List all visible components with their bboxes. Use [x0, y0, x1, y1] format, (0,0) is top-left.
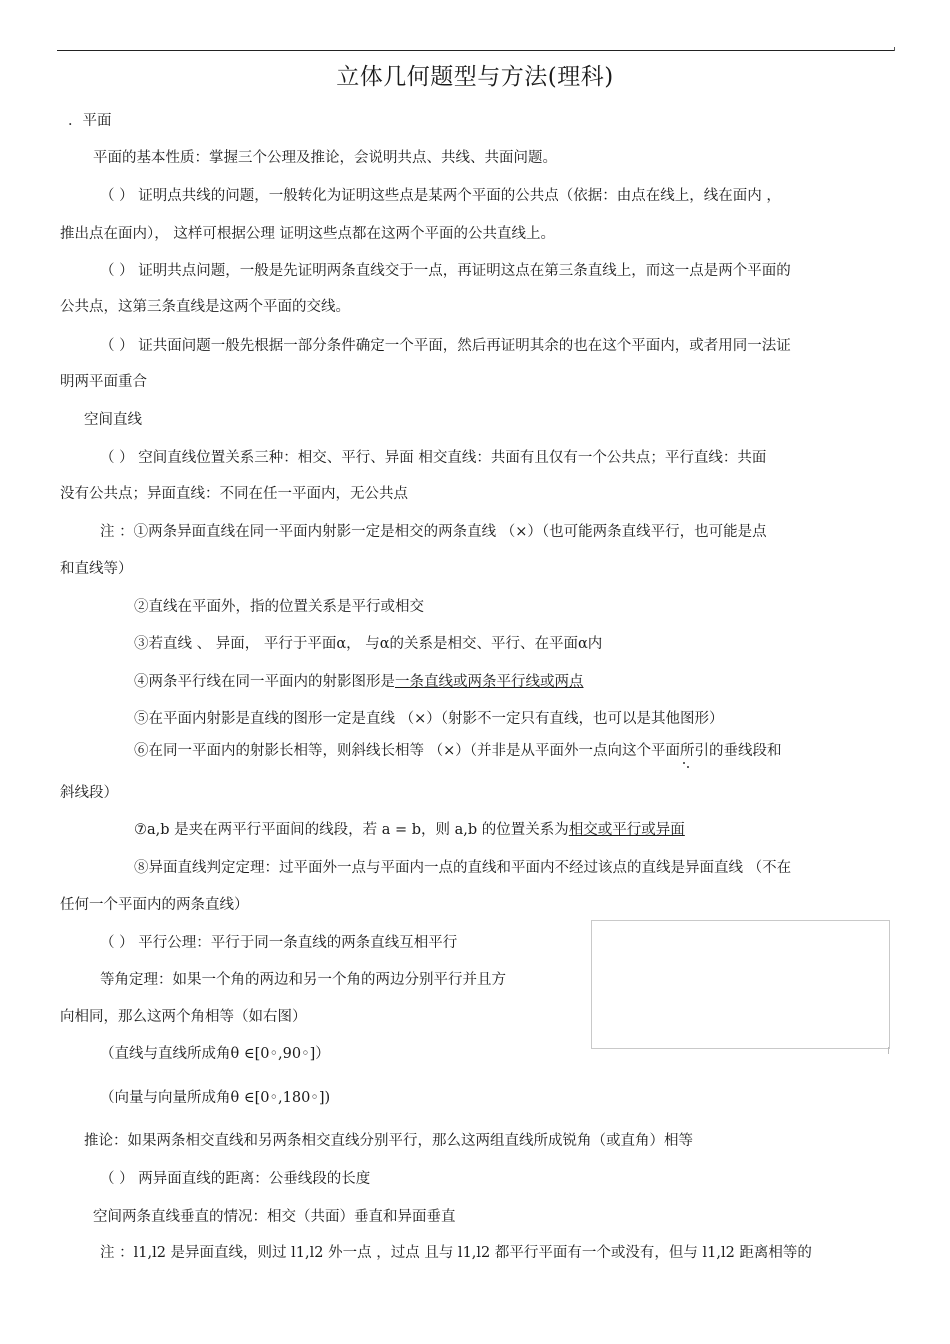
- note-item: ②直线在平面外，指的位置关系是平行或相交: [134, 599, 424, 615]
- note-item: ⑤在平面内射影是直线的图形一定是直线 （×）（射影不一定只有直线，也可以是其他图形）: [134, 711, 724, 727]
- note-item: [134, 821, 685, 839]
- note-item: ⑥在同一平面内的射影长相等，则斜线长相等 （×）（并非是从平面外一点向这个平面所引的垂线段和: [134, 743, 782, 759]
- figure-placeholder: [591, 920, 890, 1049]
- paragraph-line: 明两平面重合: [60, 374, 147, 390]
- paragraph-line: （ ） 空间直线位置关系三种：相交、平行、异面 相交直线：共面有且仅有一个公共点；平行直线：共面: [100, 450, 767, 466]
- header-rule-tick: [894, 47, 895, 51]
- figure-corner-mark: [888, 1047, 889, 1054]
- paragraph-line: （ ） 证明点共线的问题，一般转化为证明这些点是某两个平面的公共点（依据：由点在线上，线在面内 ，: [100, 188, 781, 204]
- note-item-answer: 一条直线或两条平行线或两点: [395, 674, 584, 690]
- page-title: 立体几何题型与方法(理科): [336, 64, 614, 90]
- header-rule: [57, 50, 894, 51]
- section-heading-plane: ．平面: [68, 113, 112, 129]
- formula-line: （向量与向量所成角θ ∈[0◦,180◦]): [100, 1090, 331, 1106]
- note-item: [134, 673, 584, 691]
- paragraph-line: 空间两条直线垂直的情况：相交（共面）垂直和异面垂直: [93, 1209, 456, 1225]
- note-item: 任何一个平面内的两条直线）: [60, 897, 249, 913]
- note-line: 注 ：l1,l2 是异面直线，则过 l1,l2 外一点 ，过点 且与 l1,l2 都平行平面有一个或没有，但与 l1,l2 距离相等的: [100, 1245, 812, 1261]
- paragraph-line: （ ） 证共面问题一般先根据一部分条件确定一个平面，然后再证明其余的也在这个平面内，或者用同一法证: [100, 338, 791, 354]
- paragraph-line: 推论：如果两条相交直线和另两条相交直线分别平行，那么这两组直线所成锐角（或直角）相等: [84, 1133, 693, 1149]
- paragraph-line: （ ） 平行公理：平行于同一条直线的两条直线互相平行: [100, 935, 458, 951]
- emphasis-dots: [683, 762, 689, 768]
- paragraph-line: 没有公共点；异面直线：不同在任一平面内，无公共点: [60, 486, 408, 502]
- note-item: ⑧异面直线判定定理：过平面外一点与平面内一点的直线和平面内不经过该点的直线是异面直线 （不在: [134, 860, 792, 876]
- note-line: 注 ：①两条异面直线在同一平面内射影一定是相交的两条直线 （×）（也可能两条直线平行，也可能是点: [100, 524, 767, 540]
- note-line: 和直线等）: [60, 561, 133, 577]
- paragraph-line: 公共点，这第三条直线是这两个平面的交线。: [60, 299, 350, 315]
- formula-line: （直线与直线所成角θ ∈[0◦,90◦]）: [100, 1046, 330, 1062]
- paragraph-line: （ ） 两异面直线的距离：公垂线段的长度: [100, 1171, 371, 1187]
- note-item-answer: 相交或平行或异面: [568, 822, 685, 838]
- paragraph-line: （ ） 证明共点问题，一般是先证明两条直线交于一点，再证明这点在第三条直线上，而这一点是两个平面的: [100, 263, 791, 279]
- note-item: 斜线段）: [60, 785, 118, 801]
- paragraph-line: 等角定理：如果一个角的两边和另一个角的两边分别平行并且方: [100, 972, 506, 988]
- paragraph-line: 推出点在面内）， 这样可根据公理 证明这些点都在这两个平面的公共直线上。: [60, 226, 555, 242]
- note-item: ③若直线 、 异面， 平行于平面α， 与α的关系是相交、平行、在平面α内: [134, 636, 603, 652]
- paragraph-line: 平面的基本性质：掌握三个公理及推论，会说明共点、共线、共面问题。: [93, 150, 557, 166]
- note-item-text: ⑦a,b 是夹在两平行平面间的线段，若 a = b，则 a,b 的位置关系为: [134, 822, 569, 838]
- note-item-text: ④两条平行线在同一平面内的射影图形是: [134, 674, 395, 690]
- paragraph-line: 向相同，那么这两个角相等（如右图）: [60, 1009, 307, 1025]
- section-heading-space-lines: 空间直线: [84, 412, 142, 428]
